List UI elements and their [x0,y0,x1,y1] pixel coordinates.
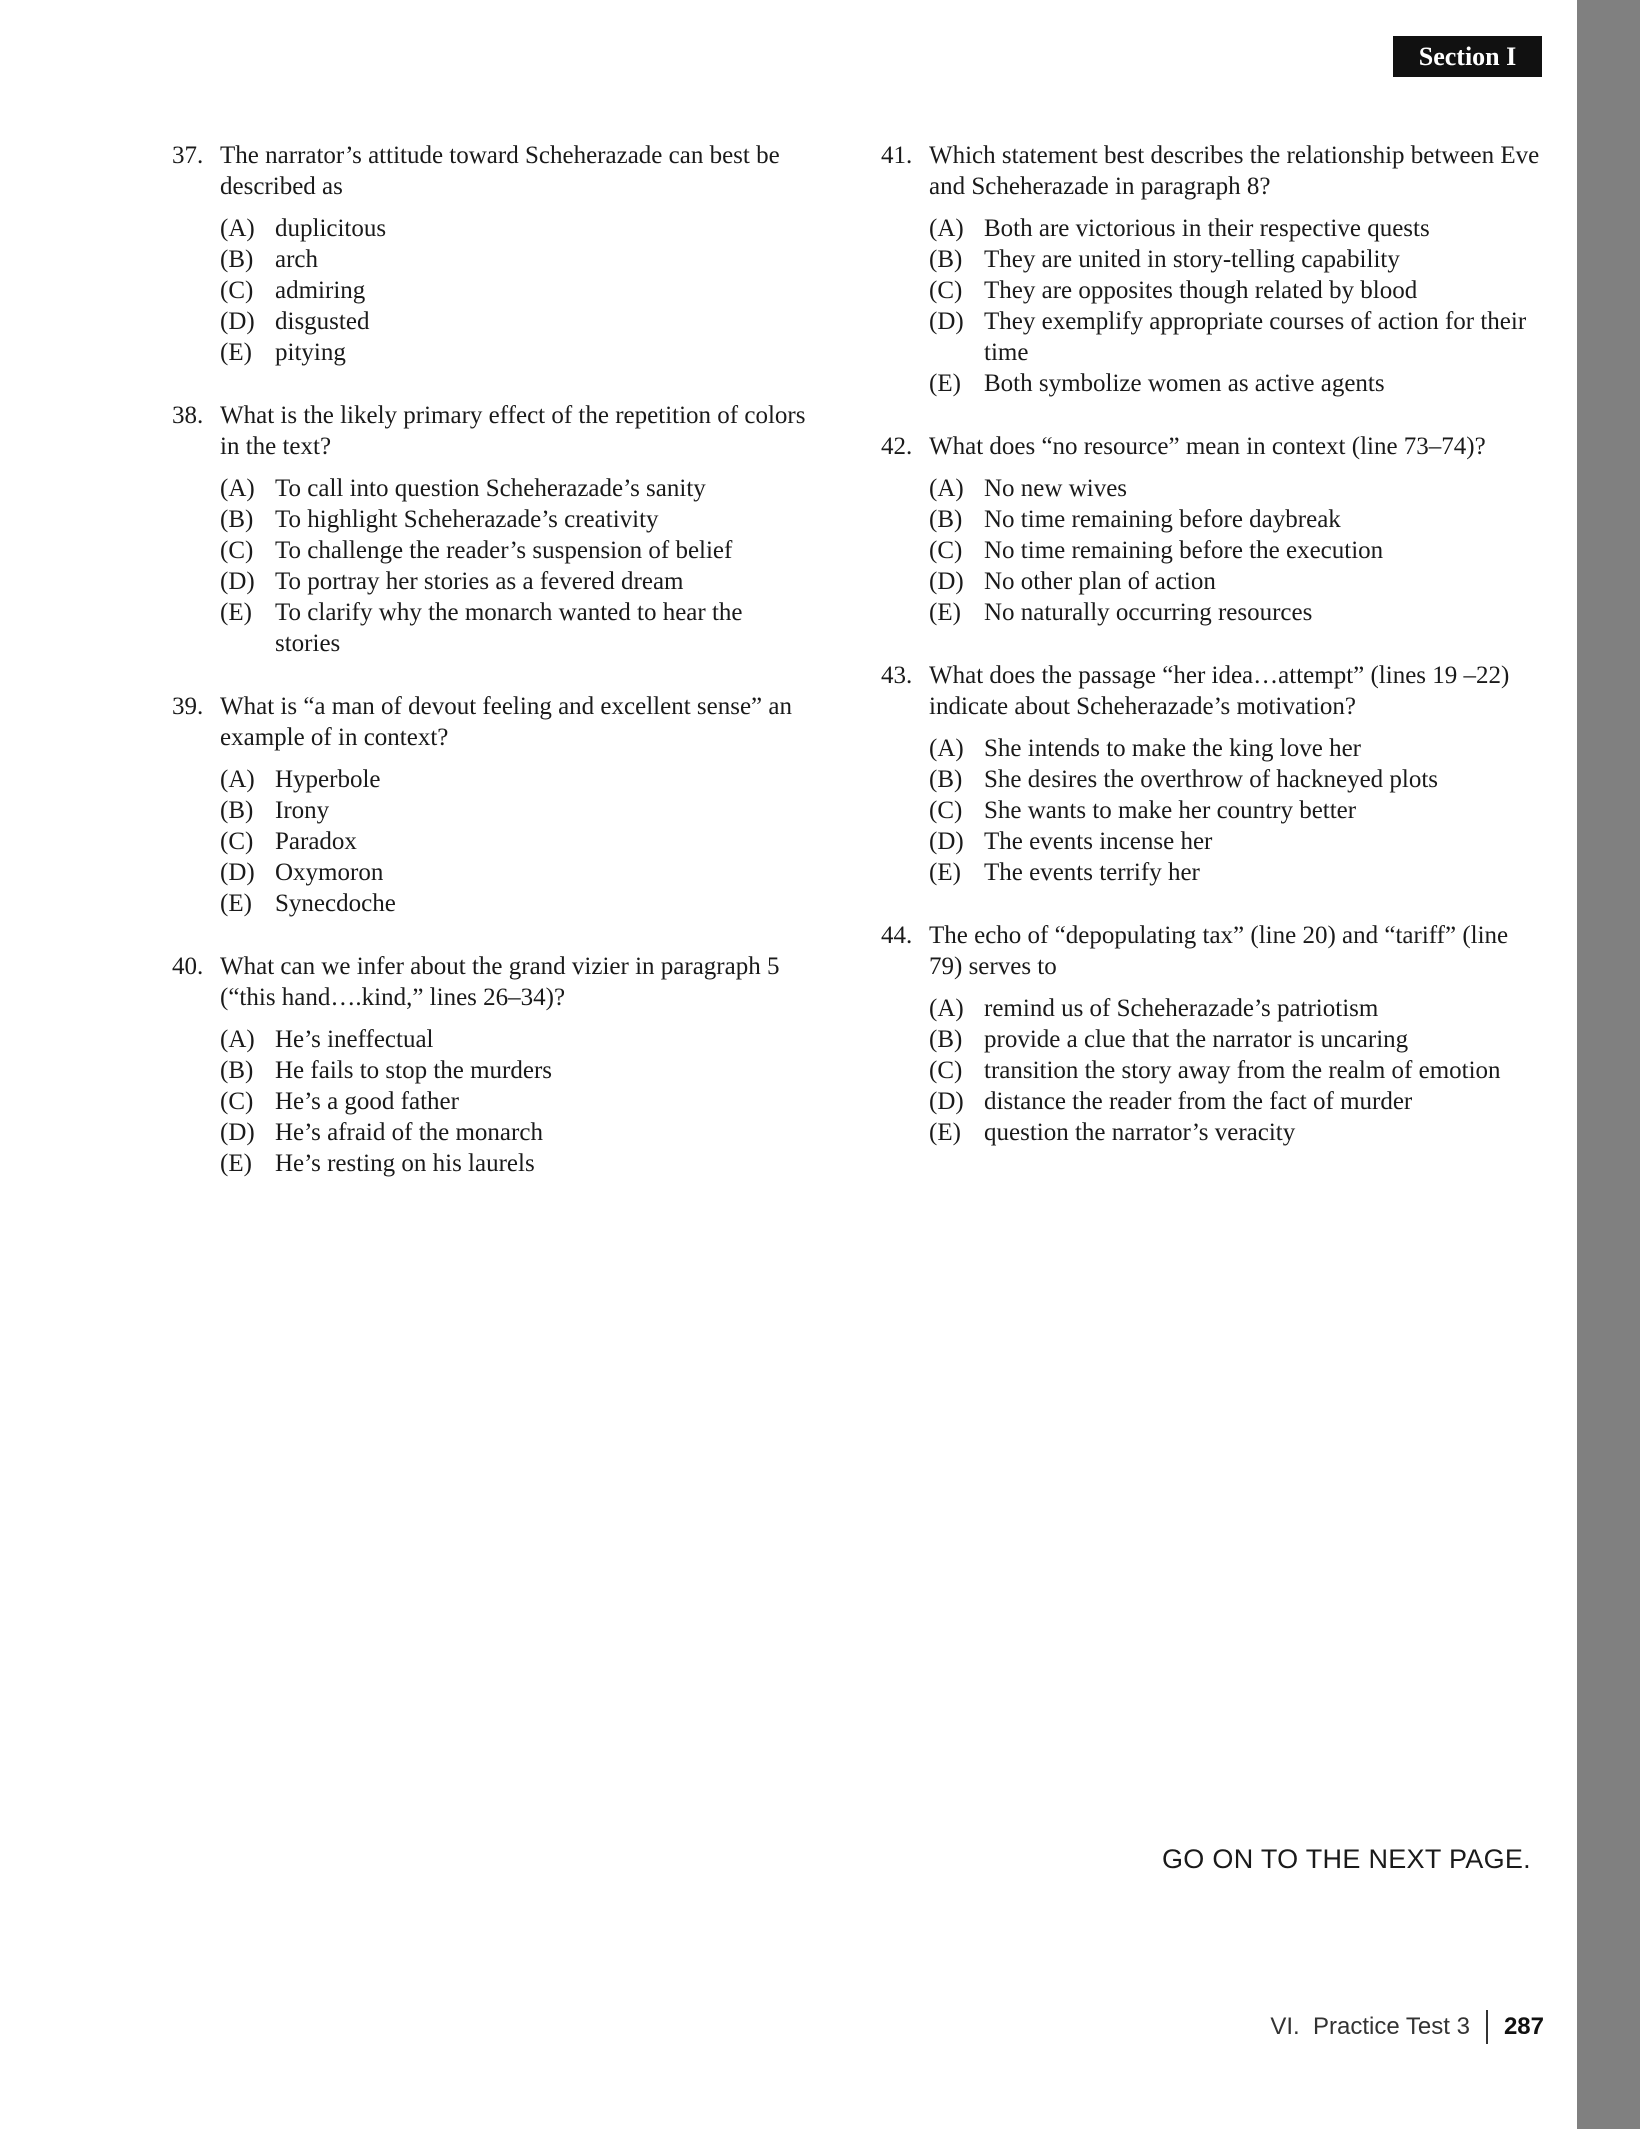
choice-letter: (D) [929,568,964,595]
choice-text: He’s resting on his laurels [275,1150,535,1177]
choice-letter: (E) [220,890,252,917]
choice-text: Oxymoron [275,859,384,886]
question-text: The narrator’s attitude toward Scheherazade can best be described as [220,142,780,200]
choice-text: transition the story away from the realm of emotion [984,1057,1501,1084]
question-item [172,140,812,368]
answer-choice [220,1148,812,1179]
answer-choices [881,993,1541,1148]
question-stem [172,691,812,753]
choice-text: They are opposites though related by blood [984,277,1418,304]
answer-choices [172,764,812,919]
choice-letter: (B) [220,246,254,273]
choice-text: To call into question Scheherazade’s sanity [275,475,706,502]
choice-letter: (E) [929,1119,961,1146]
answer-choice [929,857,1541,888]
answer-choice [929,597,1541,628]
choice-text: She wants to make her country better [984,797,1357,824]
choice-letter: (D) [220,859,255,886]
choice-text: Synecdoche [275,890,396,917]
choice-text: They exemplify appropriate courses of action for their time [984,308,1527,366]
choice-text: He’s a good father [275,1088,459,1115]
choice-letter: (A) [929,475,964,502]
answer-choice [929,1024,1541,1055]
answer-choice [929,275,1541,306]
page-footer [1180,2010,1544,2044]
choice-text: The events incense her [984,828,1213,855]
choice-text: Both are victorious in their respective quests [984,215,1430,242]
choice-letter: (E) [220,339,252,366]
answer-choice [220,473,812,504]
choice-letter: (E) [929,370,961,397]
choice-letter: (A) [220,766,255,793]
answer-choice [929,213,1541,244]
answer-choice [220,1117,812,1148]
answer-choices [881,733,1541,888]
choice-letter: (D) [929,308,964,335]
answer-choice [929,1117,1541,1148]
question-number: 39. [172,693,204,720]
choice-text: Hyperbole [275,766,381,793]
question-number: 42. [881,433,913,460]
answer-choice [220,1055,812,1086]
choice-letter: (E) [929,599,961,626]
choice-letter: (C) [929,797,963,824]
question-stem [172,140,812,202]
choice-text: They are united in story-telling capability [984,246,1400,273]
answer-choice [220,504,812,535]
question-text: What is “a man of devout feeling and excellent sense” an example of in context? [220,693,792,751]
question-number: 40. [172,953,204,980]
choice-text: He’s afraid of the monarch [275,1119,543,1146]
answer-choices [881,473,1541,628]
choice-letter: (C) [220,1088,254,1115]
choice-text: remind us of Scheherazade’s patriotism [984,995,1379,1022]
choice-text: The events terrify her [984,859,1200,886]
choice-letter: (D) [220,568,255,595]
choice-text: pitying [275,339,346,366]
page-number: 287 [1503,2013,1544,2040]
question-number: 37. [172,142,204,169]
choice-letter: (B) [929,246,963,273]
question-stem [881,660,1541,722]
answer-choice [220,213,812,244]
choice-text: No new wives [984,475,1128,502]
answer-choice [220,275,812,306]
choice-letter: (C) [220,537,254,564]
choice-letter: (C) [929,1057,963,1084]
choice-letter: (E) [929,859,961,886]
choice-text: No time remaining before daybreak [984,506,1341,533]
answer-choice [929,764,1541,795]
choice-letter: (A) [929,215,964,242]
choice-letter: (A) [929,735,964,762]
choice-letter: (D) [220,1119,255,1146]
choice-text: Both symbolize women as active agents [984,370,1385,397]
question-number: 43. [881,662,913,689]
choice-text: He fails to stop the murders [275,1057,553,1084]
question-stem [881,140,1541,202]
choice-text: He’s ineffectual [275,1026,434,1053]
question-stem [881,431,1541,462]
question-item [172,691,812,919]
question-stem [172,951,812,1013]
answer-choice [220,888,812,919]
question-text: What does the passage “her idea…attempt” (lines 19 –22) indicate about Scheherazade’s motivation? [929,662,1510,720]
answer-choice [929,1055,1541,1086]
answer-choice [220,1024,812,1055]
choice-letter: (C) [220,277,254,304]
answer-choices [172,1024,812,1179]
choice-text: To challenge the reader’s suspension of belief [275,537,733,564]
answer-choice [929,733,1541,764]
answer-choices [172,213,812,368]
choice-text: question the narrator’s veracity [984,1119,1296,1146]
answer-choice [220,597,812,659]
answer-choice [929,566,1541,597]
question-item [881,140,1541,399]
question-number: 44. [881,922,913,949]
choice-text: disgusted [275,308,370,335]
choice-text: distance the reader from the fact of murder [984,1088,1413,1115]
answer-choice [220,764,812,795]
answer-choice [220,244,812,275]
choice-text: Irony [275,797,330,824]
choice-letter: (A) [220,475,255,502]
choice-letter: (B) [929,766,963,793]
answer-choice [929,826,1541,857]
choice-letter: (C) [929,277,963,304]
choice-letter: (B) [929,1026,963,1053]
answer-choice [929,473,1541,504]
question-text: What is the likely primary effect of the repetition of colors in the text? [220,402,806,460]
answer-choice [220,857,812,888]
question-item [881,920,1541,1148]
choice-letter: (E) [220,1150,252,1177]
answer-choice [220,826,812,857]
choice-letter: (C) [929,537,963,564]
choice-text: She intends to make the king love her [984,735,1362,762]
answer-choice [929,244,1541,275]
choice-letter: (A) [929,995,964,1022]
answer-choice [929,993,1541,1024]
left-question-column [172,140,812,1211]
answer-choice [220,795,812,826]
answer-choice [929,368,1541,399]
question-item [172,400,812,659]
choice-letter: (B) [929,506,963,533]
go-on-instruction: GO ON TO THE NEXT PAGE. [1162,1844,1531,1874]
choice-letter: (B) [220,506,254,533]
choice-text: To portray her stories as a fevered dream [275,568,684,595]
choice-text: No naturally occurring resources [984,599,1313,626]
choice-text: provide a clue that the narrator is uncaring [984,1026,1409,1053]
side-margin-bar [1577,0,1640,2129]
question-text: What can we infer about the grand vizier in paragraph 5 (“this hand….kind,” lines 26–34)? [220,953,780,1011]
choice-letter: (A) [220,1026,255,1053]
choice-letter: (B) [220,797,254,824]
question-item [881,660,1541,888]
answer-choice [929,1086,1541,1117]
section-label: Section I [1393,36,1542,77]
answer-choice [929,535,1541,566]
choice-text: duplicitous [275,215,387,242]
answer-choices [881,213,1541,399]
choice-text: To clarify why the monarch wanted to hear the stories [275,599,743,657]
answer-choice [929,795,1541,826]
answer-choice [220,535,812,566]
choice-text: No time remaining before the execution [984,537,1384,564]
chapter-label: VI. Practice Test 3 [1270,2013,1470,2040]
answer-choice [220,566,812,597]
question-text: What does “no resource” mean in context (line 73–74)? [929,433,1486,460]
answer-choice [929,306,1541,368]
choice-letter: (E) [220,599,252,626]
choice-text: No other plan of action [984,568,1216,595]
footer-divider [1486,2010,1488,2044]
answer-choice [220,306,812,337]
answer-choices [172,473,812,659]
answer-choice [220,1086,812,1117]
choice-letter: (A) [220,215,255,242]
choice-letter: (D) [929,1088,964,1115]
choice-letter: (C) [220,828,254,855]
choice-text: To highlight Scheherazade’s creativity [275,506,659,533]
answer-choice [929,504,1541,535]
question-number: 41. [881,142,913,169]
answer-choice [220,337,812,368]
choice-text: Paradox [275,828,357,855]
question-stem [172,400,812,462]
question-text: The echo of “depopulating tax” (line 20) and “tariff” (line 79) serves to [929,922,1509,980]
right-question-column [881,140,1541,1180]
choice-letter: (B) [220,1057,254,1084]
choice-text: She desires the overthrow of hackneyed plots [984,766,1439,793]
question-item [172,951,812,1179]
choice-text: admiring [275,277,366,304]
choice-text: arch [275,246,319,273]
question-stem [881,920,1541,982]
question-item [881,431,1541,628]
choice-letter: (D) [929,828,964,855]
question-text: Which statement best describes the relationship between Eve and Scheherazade in paragraph 8? [929,142,1540,200]
choice-letter: (D) [220,308,255,335]
question-number: 38. [172,402,204,429]
